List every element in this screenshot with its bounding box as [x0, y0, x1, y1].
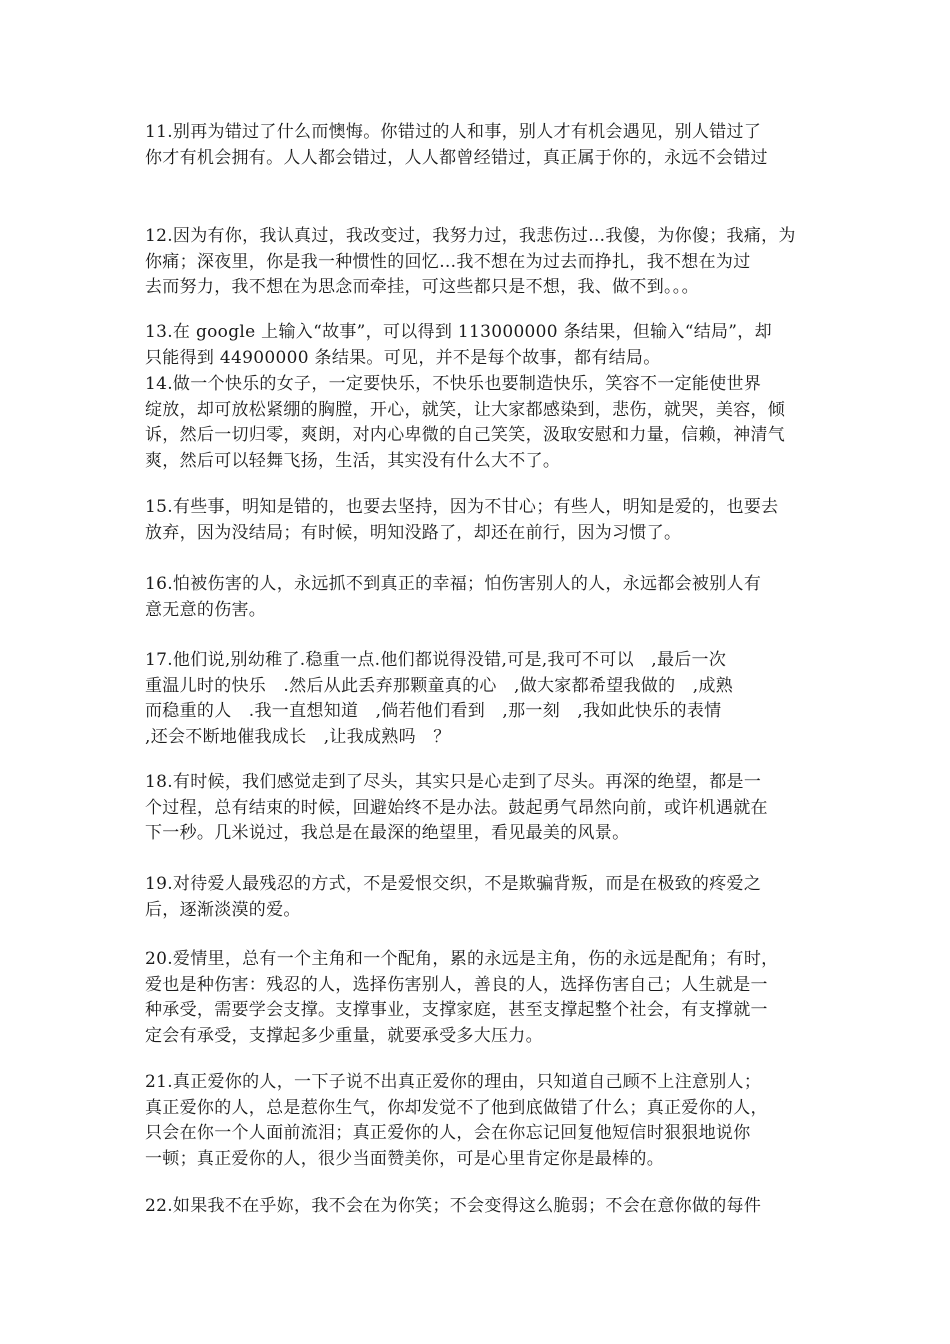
text-line: 只能得到 44900000 条结果。可见，并不是每个故事，都有结局。 [145, 347, 661, 368]
text-line: 13.在 google 上输入“故事”，可以得到 113000000 条结果，但输入“结局”，却 [145, 322, 772, 342]
paragraph-15 [145, 495, 810, 546]
text-line: 爽，然后可以轻舞飞扬，生活，其实没有什么大不了。 [145, 450, 561, 471]
text-line: 15.有些事，明知是错的，也要去坚持，因为不甘心；有些人，明知是爱的，也要去 [145, 497, 779, 517]
text-line: ,还会不断地催我成长 ,让我成熟吗 ？ [145, 726, 451, 747]
text-line: 绽放，却可放松紧绷的胸膛，开心，就笑，让大家都感染到，悲伤，就哭，美容，倾 [145, 399, 786, 420]
paragraph-22 [145, 1194, 810, 1220]
text-line: 11.别再为错过了什么而懊悔。你错过的人和事，别人才有机会遇见，别人错过了 [145, 122, 762, 142]
text-line: 你痛；深夜里，你是我一种惯性的回忆…我不想在为过去而挣扎，我不想在为过 [145, 251, 751, 272]
paragraph-21 [145, 1070, 810, 1172]
text-line: 只会在你一个人面前流泪；真正爱你的人，会在你忘记回复他短信时狠狠地说你 [145, 1123, 751, 1143]
text-line: 14.做一个快乐的女子，一定要快乐，不快乐也要制造快乐，笑容不一定能使世界 [145, 374, 762, 394]
text-line: 而稳重的人 .我一直想知道 ,倘若他们看到 ,那一刻 ,我如此快乐的表情 [145, 701, 722, 721]
text-line: 22.如果我不在乎妳，我不会在为你笑；不会变得这么脆弱；不会在意你做的每件 [145, 1196, 762, 1216]
text-line: 18.有时候，我们感觉走到了尽头，其实只是心走到了尽头。再深的绝望，都是一 [145, 772, 762, 792]
text-line: 后，逐渐淡漠的爱。 [145, 899, 301, 920]
paragraph-13 [145, 320, 810, 371]
paragraph-12 [145, 224, 810, 301]
text-line: 19.对待爱人最残忍的方式，不是爱恨交织，不是欺骗背叛，而是在极致的疼爱之 [145, 874, 762, 894]
paragraph-17 [145, 648, 810, 750]
text-line: 20.爱情里，总有一个主角和一个配角，累的永远是主角，伤的永远是配角；有时， [145, 949, 779, 969]
text-line: 定会有承受，支撑起多少重量，就要承受多大压力。 [145, 1025, 543, 1046]
text-line: 去而努力，我不想在为思念而牵挂，可这些都只是不想，我、做不到。。。 [145, 277, 699, 297]
text-line: 12.因为有你，我认真过，我改变过，我努力过，我悲伤过…我傻，为你傻；我痛，为 [145, 226, 796, 246]
text-line: 下一秒。几米说过，我总是在最深的绝望里，看见最美的风景。 [145, 823, 630, 843]
text-line: 你才有机会拥有。人人都会错过，人人都曾经错过，真正属于你的，永远不会错过 [145, 147, 768, 168]
text-line: 个过程，总有结束的时候，回避始终不是办法。鼓起勇气昂然向前，或许机遇就在 [145, 797, 768, 818]
text-line: 爱也是种伤害：残忍的人，选择伤害别人，善良的人，选择伤害自己；人生就是一 [145, 974, 768, 995]
text-line: 种承受，需要学会支撑。支撑事业，支撑家庭，甚至支撑起整个社会，有支撑就一 [145, 1000, 768, 1020]
text-line: 16.怕被伤害的人，永远抓不到真正的幸福；怕伤害别人的人，永远都会被别人有 [145, 574, 762, 594]
text-line: 重温儿时的快乐 .然后从此丢弃那颗童真的心 ,做大家都希望我做的 ,成熟 [145, 675, 734, 696]
text-line: 放弃，因为没结局；有时候，明知没路了，却还在前行，因为习惯了。 [145, 522, 682, 543]
paragraph-14 [145, 372, 810, 474]
paragraph-20 [145, 947, 810, 1049]
text-line: 意无意的伤害。 [145, 599, 267, 620]
paragraph-18 [145, 770, 810, 847]
paragraph-16 [145, 572, 810, 623]
text-line: 21.真正爱你的人，一下子说不出真正爱你的理由，只知道自己顾不上注意别人； [145, 1072, 762, 1092]
text-line: 17.他们说,别幼稚了.稳重一点.他们都说得没错,可是,我可不可以 ,最后一次 [145, 650, 727, 670]
paragraph-11 [145, 120, 810, 171]
text-line: 诉，然后一切归零，爽朗，对内心卑微的自己笑笑，汲取安慰和力量，信赖，神清气 [145, 425, 786, 445]
paragraph-19 [145, 872, 810, 923]
text-line: 真正爱你的人，总是惹你生气，你却发觉不了他到底做错了什么；真正爱你的人， [145, 1097, 768, 1118]
text-line: 一顿；真正爱你的人，很少当面赞美你，可是心里肯定你是最棒的。 [145, 1148, 664, 1169]
